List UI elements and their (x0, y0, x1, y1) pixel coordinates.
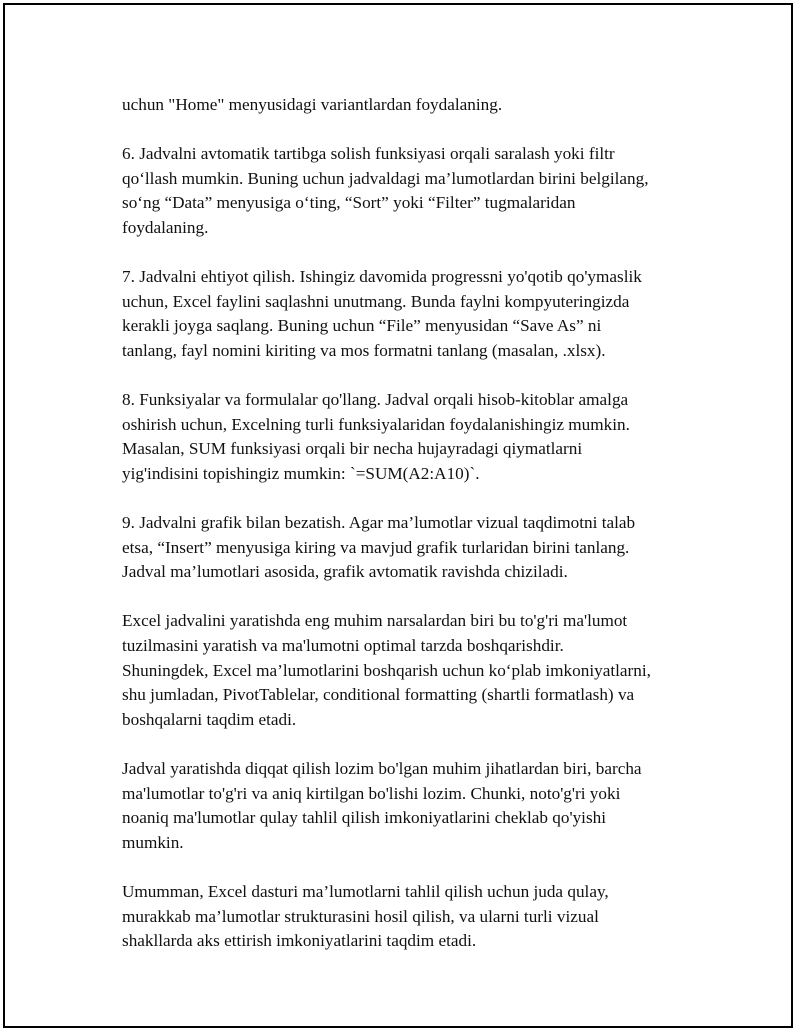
paragraph-conclusion: Umumman, Excel dasturi ma’lumotlarni tahlil qilish uchun juda qulay, murakkab ma’lumotlar strukturasini hosil qilish, va ularni turli vizual shakllarda aks ettirish imkoniyatlarini taqdim etadi. (122, 882, 609, 951)
paragraph-step-8: 8. Funksiyalar va formulalar qo'llang. Jadval orqali hisob-kitoblar amalga oshirish uchun, Excelning turli funksiyalaridan foydalanishingiz mumkin. Masalan, SUM funksiyasi orqali bir necha hujayradagi qiymatlarni yig'indisini topishingiz mumkin: `=SUM(A2:A10)`. (122, 390, 630, 483)
page-content (122, 93, 702, 954)
paragraph-step-9: 9. Jadvalni grafik bilan bezatish. Agar ma’lumotlar vizual taqdimotni talab etsa, “Insert” menyusiga kiring va mavjud grafik turlaridan birini tanlang. Jadval ma’lumotlari asosida, grafik avtomatik ravishda chiziladi. (122, 513, 636, 582)
paragraph-step-6: 6. Jadvalni avtomatik tartibga solish funksiyasi orqali saralash yoki filtr qo‘llash mumkin. Buning uchun jadvaldagi ma’lumotlardan birini belgilang, so‘ng “Data” menyusiga o‘ting, “Sort” yoki “Filter” tugmalaridan foydalaning. (122, 144, 649, 237)
paragraph-intro-continuation: uchun "Home" menyusidagi variantlardan foydalaning. (122, 95, 503, 114)
paragraph-accuracy: Jadval yaratishda diqqat qilish lozim bo'lgan muhim jihatlardan biri, barcha ma'lumotlar to'g'ri va aniq kirtilgan bo'lishi lozim. Chunki, noto'g'ri yoki noaniq ma'lumotlar qulay tahlil qilish imkoniyatlarini cheklab qo'yishi mumkin. (122, 759, 642, 852)
page-frame (3, 3, 793, 1028)
paragraph-step-7: 7. Jadvalni ehtiyot qilish. Ishingiz davomida progressni yo'qotib qo'ymaslik uchun, Excel faylini saqlashni unutmang. Bunda faylni kompyuteringizda kerakli joyga saqlang. Buning uchun “File” menyusidan “Save As” ni tanlang, fayl nomini kiriting va mos formatni tanlang (masalan, .xlsx). (122, 267, 642, 360)
paragraph-data-structure: Excel jadvalini yaratishda eng muhim narsalardan biri bu to'g'ri ma'lumot tuzilmasini yaratish va ma'lumotni optimal tarzda boshqarishdir. Shuningdek, Excel ma’lumotlarini boshqarish uchun ko‘plab imkoniyatlarni, shu jumladan, PivotTablelar, conditional formatting (shartli formatlash) va boshqalarni taqdim etadi. (122, 611, 651, 729)
